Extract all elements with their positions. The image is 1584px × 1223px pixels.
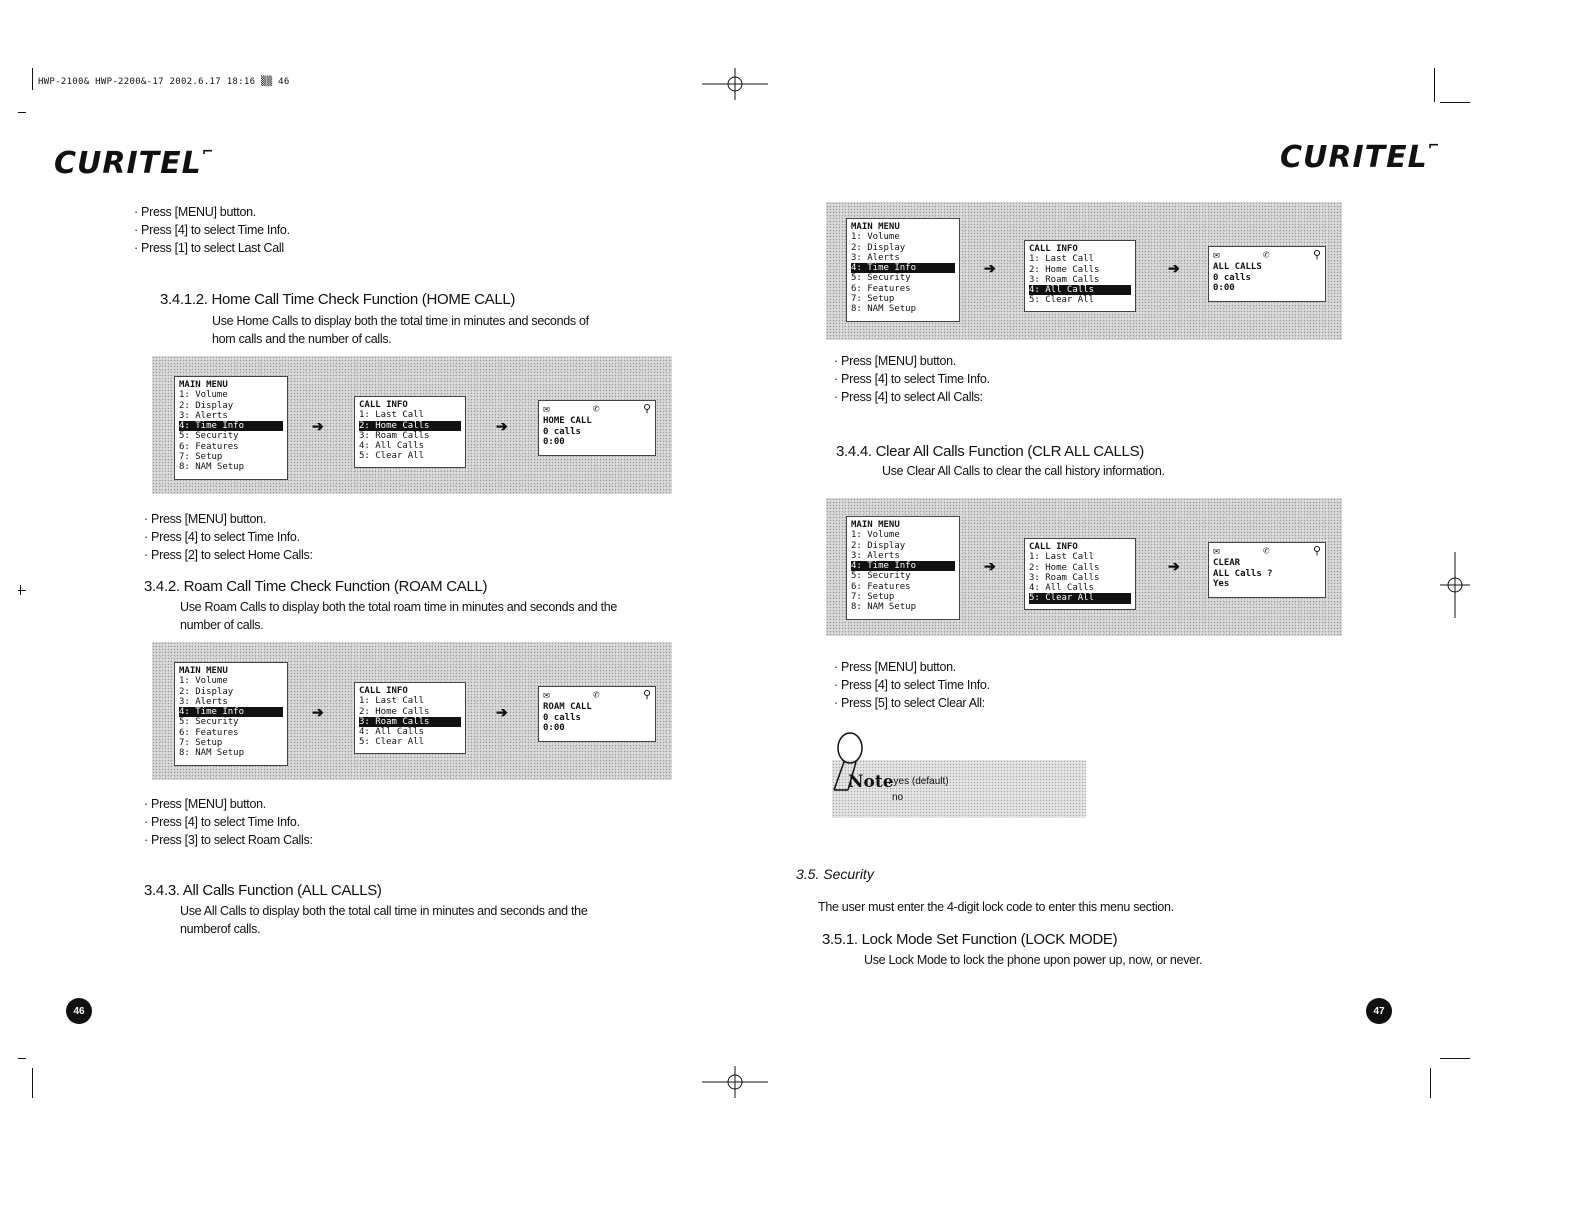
phone-icon: ✆	[592, 402, 600, 415]
signal-icon: ⚲	[1312, 248, 1321, 261]
section-title-35: 3.5. Security	[796, 866, 874, 882]
phone-icon: ✆	[592, 688, 600, 701]
menu-item: 5: Security	[851, 571, 911, 582]
crop-mark	[20, 585, 21, 595]
submenu-item-selected: 5: Clear All	[1029, 593, 1131, 603]
menu-item: 2: Display	[851, 540, 906, 551]
crop-mark	[1440, 1058, 1470, 1059]
menu-item: 1: Volume	[851, 530, 900, 541]
section-body-3412	[212, 312, 589, 348]
crop-mark	[32, 68, 33, 90]
menu-item-selected: 4: Time Info	[851, 263, 955, 273]
step-item: · Press [4] to select All Calls:	[834, 388, 990, 406]
section-title-343: 3.4.3. All Calls Function (ALL CALLS)	[144, 882, 382, 899]
arrow-right-icon: ➔	[1168, 260, 1180, 276]
body-line: Use Roam Calls to display both the total roam time in minutes and seconds and the	[180, 600, 618, 614]
brand-logo-right: CURITEL⌐	[1280, 138, 1441, 175]
result-question: ALL Calls ?	[1213, 568, 1273, 579]
main-menu-screen	[846, 218, 960, 322]
step-item: · Press [MENU] button.	[134, 203, 290, 221]
crop-mark	[18, 112, 26, 113]
menu-item: 6: Features	[851, 581, 911, 592]
menu-item: 5: Security	[179, 717, 239, 728]
step-item: · Press [MENU] button.	[144, 795, 313, 813]
submenu-item: 2: Home Calls	[359, 706, 430, 717]
section-title-351: 3.5.1. Lock Mode Set Function (LOCK MODE)	[822, 931, 1118, 948]
section-body-343	[180, 902, 588, 938]
figure-all-calls	[826, 202, 1342, 340]
body-line: Use Home Calls to display both the total time in minutes and seconds of	[212, 314, 589, 328]
step-item: · Press [4] to select Time Info.	[144, 528, 313, 546]
arrow-right-icon: ➔	[984, 558, 996, 574]
arrow-right-icon: ➔	[1168, 558, 1180, 574]
steps-home	[144, 510, 313, 564]
step-item: · Press [4] to select Time Info.	[834, 676, 990, 694]
arrow-right-icon: ➔	[312, 418, 324, 434]
menu-item: 3: Alerts	[179, 410, 228, 421]
submenu-item: 1: Last Call	[359, 696, 425, 707]
crop-mark	[32, 1068, 33, 1098]
brand-logo-left: CURITEL⌐	[54, 144, 215, 181]
submenu-item: 4: All Calls	[359, 441, 425, 452]
result-screen	[1208, 246, 1326, 302]
section-body-342	[180, 598, 617, 634]
section-body-351: Use Lock Mode to lock the phone upon power up, now, or never.	[864, 953, 1203, 967]
step-item: · Press [3] to select Roam Calls:	[144, 831, 313, 849]
menu-item: 5: Security	[851, 273, 911, 284]
status-icons	[1213, 250, 1321, 260]
status-icons	[543, 690, 651, 700]
crop-mark	[1430, 1068, 1431, 1098]
result-time: 0:00	[1213, 282, 1235, 293]
arrow-right-icon: ➔	[984, 260, 996, 276]
menu-item-selected: 4: Time Info	[179, 707, 283, 717]
menu-item: 8: NAM Setup	[179, 748, 245, 759]
menu-item-selected: 4: Time Info	[851, 561, 955, 571]
menu-title: MAIN MENU	[179, 380, 228, 390]
menu-item: 7: Setup	[179, 738, 223, 749]
result-count: 0 calls	[543, 712, 581, 723]
menu-item: 1: Volume	[851, 232, 900, 243]
phone-icon: ✆	[1262, 544, 1270, 557]
menu-title: MAIN MENU	[851, 222, 900, 232]
steps-roam	[144, 795, 313, 849]
main-menu-screen	[174, 662, 288, 766]
step-item: · Press [4] to select Time Info.	[144, 813, 313, 831]
registration-mark-icon	[1440, 552, 1470, 618]
menu-item: 3: Alerts	[851, 252, 900, 263]
menu-item: 3: Alerts	[851, 550, 900, 561]
submenu-item: 3: Roam Calls	[1029, 572, 1100, 583]
status-icons	[1213, 546, 1321, 556]
figure-home-calls	[152, 356, 672, 494]
section-body-35: The user must enter the 4-digit lock code to enter this menu section.	[818, 900, 1174, 914]
menu-item: 8: NAM Setup	[851, 304, 917, 315]
arrow-right-icon: ➔	[496, 704, 508, 720]
crop-mark	[1440, 102, 1470, 103]
message-icon: ✉	[1213, 248, 1220, 261]
menu-item: 8: NAM Setup	[851, 602, 917, 613]
arrow-right-icon: ➔	[496, 418, 508, 434]
figure-clear-all	[826, 498, 1342, 636]
figure-roam-calls	[152, 642, 672, 780]
section-title-342: 3.4.2. Roam Call Time Check Function (ROAM CALL)	[144, 578, 488, 595]
submenu-title: CALL INFO	[359, 400, 408, 410]
page-number-badge: 47	[1366, 998, 1392, 1024]
main-menu-screen	[174, 376, 288, 480]
arrow-right-icon: ➔	[312, 704, 324, 720]
message-icon: ✉	[543, 688, 550, 701]
section-title-3412: 3.4.1.2. Home Call Time Check Function (HOME CALL)	[160, 291, 516, 308]
submenu-title: CALL INFO	[1029, 542, 1078, 552]
steps-all	[834, 352, 990, 406]
submenu-item-selected: 3: Roam Calls	[359, 717, 461, 727]
result-label: CLEAR	[1213, 558, 1241, 569]
result-count: 0 calls	[1213, 272, 1251, 283]
steps-clear	[834, 658, 990, 712]
call-info-screen	[1024, 538, 1136, 610]
submenu-item: 2: Home Calls	[1029, 562, 1100, 573]
brand-logo-text: CURITEL	[54, 146, 202, 181]
submenu-item: 1: Last Call	[359, 410, 425, 421]
step-item: · Press [4] to select Time Info.	[134, 221, 290, 239]
result-time: 0:00	[543, 722, 565, 733]
submenu-item: 1: Last Call	[1029, 254, 1095, 265]
brand-logo-text: CURITEL	[1280, 140, 1428, 175]
result-label: ROAM CALL	[543, 702, 592, 713]
result-time: 0:00	[543, 436, 565, 447]
call-info-screen	[1024, 240, 1136, 312]
note-line1: : yes (default)	[888, 776, 949, 787]
step-item: · Press [MENU] button.	[834, 352, 990, 370]
print-header: HWP-2100& HWP-2200&-17 2002.6.17 18:16 ▒▒ 46	[38, 77, 290, 87]
step-item: · Press [1] to select Last Call	[134, 239, 290, 257]
crop-mark	[1434, 68, 1435, 102]
submenu-item: 1: Last Call	[1029, 552, 1095, 563]
page-number-badge: 46	[66, 998, 92, 1024]
step-item: · Press [MENU] button.	[144, 510, 313, 528]
body-line: number of calls.	[180, 618, 264, 632]
registration-mark-icon	[702, 68, 768, 100]
result-count: 0 calls	[543, 426, 581, 437]
submenu-item: 5: Clear All	[359, 451, 425, 462]
submenu-title: CALL INFO	[359, 686, 408, 696]
menu-item: 1: Volume	[179, 390, 228, 401]
menu-item: 3: Alerts	[179, 696, 228, 707]
submenu-item: 5: Clear All	[359, 737, 425, 748]
result-answer: Yes	[1213, 578, 1230, 589]
submenu-item: 3: Roam Calls	[1029, 274, 1100, 285]
signal-icon: ⚲	[642, 402, 651, 415]
step-item: · Press [MENU] button.	[834, 658, 990, 676]
crop-mark	[18, 1058, 26, 1059]
result-label: ALL CALLS	[1213, 262, 1262, 273]
body-line: Use All Calls to display both the total call time in minutes and seconds and the	[180, 904, 588, 918]
menu-item: 6: Features	[179, 441, 239, 452]
menu-item-selected: 4: Time Info	[179, 421, 283, 431]
message-icon: ✉	[1213, 544, 1220, 557]
body-line: numberof calls.	[180, 922, 261, 936]
submenu-item: 3: Roam Calls	[359, 430, 430, 441]
registration-mark-icon	[702, 1066, 768, 1098]
menu-item: 2: Display	[179, 400, 234, 411]
signal-icon: ⚲	[642, 688, 651, 701]
submenu-item: 4: All Calls	[359, 727, 425, 738]
menu-title: MAIN MENU	[179, 666, 228, 676]
result-screen	[1208, 542, 1326, 598]
submenu-item-selected: 4: All Calls	[1029, 285, 1131, 295]
result-screen	[538, 400, 656, 456]
menu-item: 7: Setup	[851, 592, 895, 603]
menu-item: 7: Setup	[851, 294, 895, 305]
submenu-item-selected: 2: Home Calls	[359, 421, 461, 431]
menu-item: 6: Features	[851, 283, 911, 294]
section-title-344: 3.4.4. Clear All Calls Function (CLR ALL CALLS)	[836, 443, 1144, 460]
submenu-item: 2: Home Calls	[1029, 264, 1100, 275]
body-line: hom calls and the number of calls.	[212, 332, 392, 346]
submenu-title: CALL INFO	[1029, 244, 1078, 254]
menu-item: 1: Volume	[179, 676, 228, 687]
step-item: · Press [2] to select Home Calls:	[144, 546, 313, 564]
result-label: HOME CALL	[543, 416, 592, 427]
submenu-item: 5: Clear All	[1029, 295, 1095, 306]
main-menu-screen	[846, 516, 960, 620]
menu-item: 6: Features	[179, 727, 239, 738]
call-info-screen	[354, 682, 466, 754]
signal-icon: ⚲	[1312, 544, 1321, 557]
menu-item: 2: Display	[179, 686, 234, 697]
step-item: · Press [4] to select Time Info.	[834, 370, 990, 388]
menu-title: MAIN MENU	[851, 520, 900, 530]
intro-steps	[134, 203, 290, 257]
menu-item: 8: NAM Setup	[179, 462, 245, 473]
note-line2: no	[892, 792, 904, 803]
menu-item: 7: Setup	[179, 452, 223, 463]
phone-icon: ✆	[1262, 248, 1270, 261]
status-icons	[543, 404, 651, 414]
step-item: · Press [5] to select Clear All:	[834, 694, 990, 712]
section-body-344: Use Clear All Calls to clear the call history information.	[882, 464, 1165, 478]
submenu-item: 4: All Calls	[1029, 583, 1095, 594]
message-icon: ✉	[543, 402, 550, 415]
call-info-screen	[354, 396, 466, 468]
menu-item: 2: Display	[851, 242, 906, 253]
result-screen	[538, 686, 656, 742]
note-label: Note	[848, 772, 894, 792]
menu-item: 5: Security	[179, 431, 239, 442]
